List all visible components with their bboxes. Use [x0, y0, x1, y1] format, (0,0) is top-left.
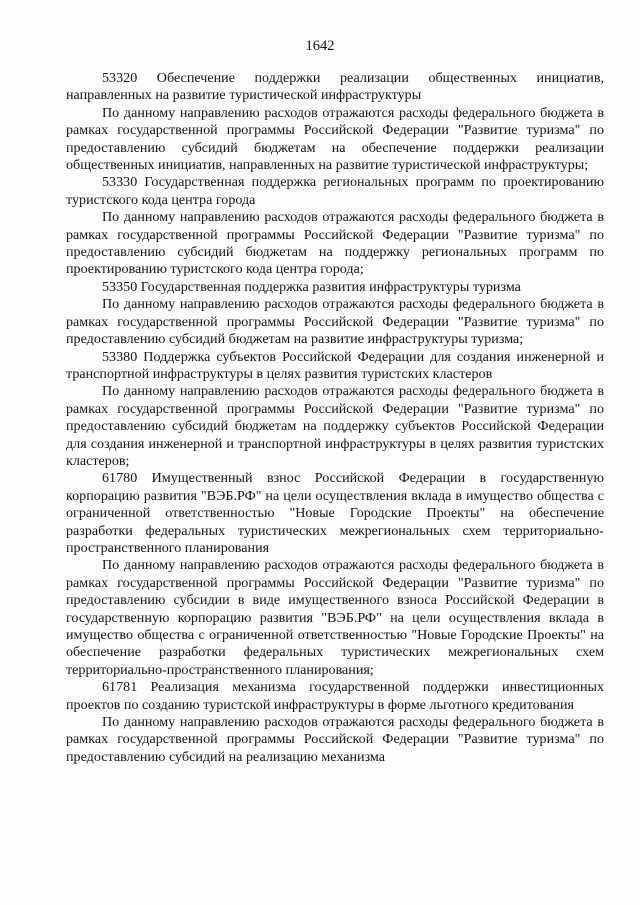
- section-description-53380: По данному направлению расходов отражаются расходы федерального бюджета в рамках государственной программы Российской Федерации "Развитие туризма" по предоставлению субсидий бюджетам на поддержку субъектов Российской Федерации для создания инженерной и транспортной инфраструктуры в целях развития туристских кластеров;: [66, 383, 604, 469]
- section-description-61781: По данному направлению расходов отражаются расходы федерального бюджета в рамках государственной программы Российской Федерации "Развитие туризма" по предоставлению субсидий на реализацию механизма: [66, 714, 604, 765]
- document-body: [66, 70, 604, 766]
- section-description-53320: По данному направлению расходов отражаются расходы федерального бюджета в рамках государственной программы Российской Федерации "Развитие туризма" по предоставлению субсидий бюджетам на обеспечение поддержки реализации общественных инициатив, направленных на развитие туристической инфраструктуры;: [66, 104, 604, 174]
- section-heading-53330: 53330 Государственная поддержка региональных программ по проектированию туристского кода центра города: [66, 174, 604, 208]
- section-heading-53350: 53350 Государственная поддержка развития инфраструктуры туризма: [102, 278, 521, 295]
- section-description-53330: По данному направлению расходов отражаются расходы федерального бюджета в рамках государственной программы Российской Федерации "Развитие туризма" по предоставлению субсидий бюджетам на поддержку региональных программ по проектированию туристского кода центра города;: [66, 209, 604, 278]
- section-heading-53320: 53320 Обеспечение поддержки реализации общественных инициатив, направленных на развитие туристической инфраструктуры: [66, 70, 604, 104]
- section-description-61780: По данному направлению расходов отражаются расходы федерального бюджета в рамках государственной программы Российской Федерации "Развитие туризма" по предоставлению субсидии в виде имущественного взноса Российской Федерации в государственную корпорацию развития "ВЭБ.РФ" на цели осуществления вклада в имущество общества с ограниченной ответственностью "Новые Городские Проекты" на обеспечение разработки федеральных туристических межрегиональных схем территориально-пространственного планирования;: [66, 557, 604, 678]
- page-number: 1642: [305, 38, 335, 54]
- section-heading-61780: 61780 Имущественный взнос Российской Федерации в государственную корпорацию развития "ВЭБ.РФ" на цели осуществления вклада в имущество общества с ограниченной ответственностью "Новые Городские Проекты" на обеспечение разработки федеральных туристических межрегиональных схем территориально-пространственного планирования: [66, 470, 604, 556]
- section-description-53350: По данному направлению расходов отражаются расходы федерального бюджета в рамках государственной программы Российской Федерации "Развитие туризма" по предоставлению субсидий бюджетам на развитие инфраструктуры туризма;: [66, 296, 604, 348]
- section-heading-53380: 53380 Поддержка субъектов Российской Федерации для создания инженерной и транспортной инфраструктуры в целях развития туристских кластеров: [66, 348, 604, 382]
- section-heading-61781: 61781 Реализация механизма государственной поддержки инвестиционных проектов по созданию туристской инфраструктуры в форме льготного кредитования: [66, 679, 604, 713]
